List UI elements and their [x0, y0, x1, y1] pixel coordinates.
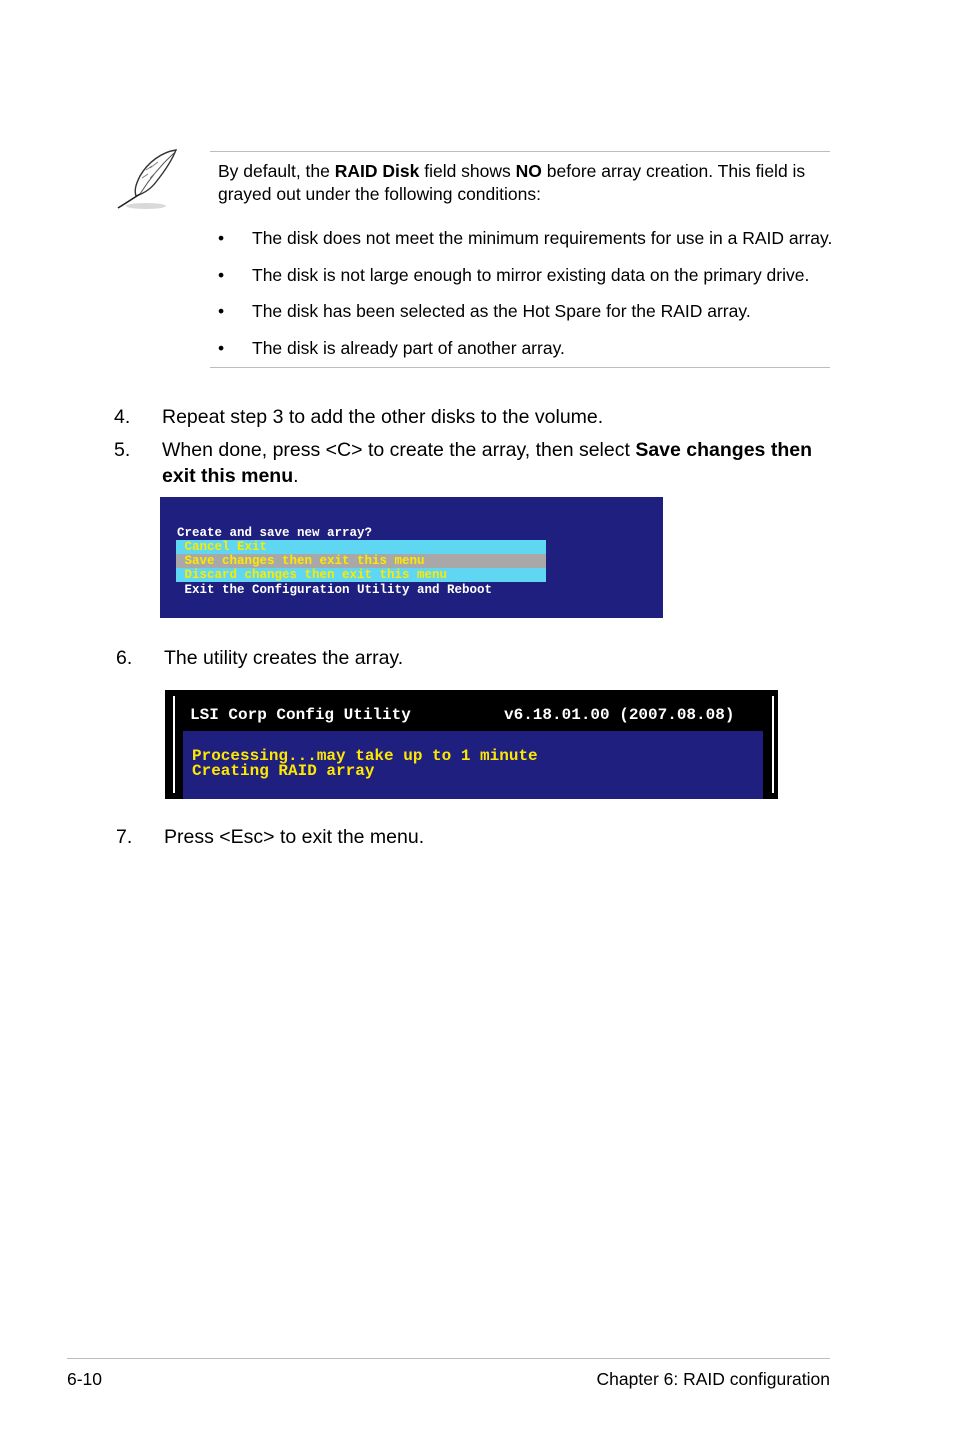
- step-number: 4.: [114, 406, 131, 428]
- utility-version: v6.18.01.00 (2007.08.08): [504, 706, 735, 724]
- text-run: Press <Esc> to exit the menu.: [164, 826, 425, 848]
- text-run: field shows: [419, 161, 516, 181]
- text-run: When done, press <C> to create the array, then select: [162, 439, 636, 461]
- bold-run: Save changes then exit this menu: [162, 439, 812, 487]
- step-number: 7.: [116, 826, 133, 848]
- note-icon: [112, 146, 182, 212]
- dialog-prompt: Create and save new array?: [177, 526, 373, 540]
- bullet-text: The disk does not meet the minimum requirements for use in a RAID array.: [252, 228, 833, 248]
- text-run: Repeat step 3 to add the other disks to the volume.: [162, 406, 604, 428]
- footer-rule: [67, 1358, 830, 1359]
- bullet-symbol: •: [218, 265, 225, 285]
- page-number: 6-10: [67, 1369, 103, 1389]
- step-number: 5.: [114, 439, 131, 461]
- step-text: [162, 437, 822, 489]
- option-discard-changes[interactable]: Discard changes then exit this menu: [177, 568, 448, 582]
- step-text: [164, 645, 824, 671]
- step-number: 6.: [116, 647, 133, 669]
- bold-run: RAID Disk: [334, 161, 420, 181]
- note-bottom-rule: [210, 367, 830, 368]
- creating-raid-line: Creating RAID array: [192, 762, 375, 780]
- text-run: .: [293, 465, 299, 487]
- text-run: By default, the: [218, 161, 335, 181]
- bullet-text: The disk has been selected as the Hot Spare for the RAID array.: [252, 301, 751, 321]
- note-top-rule: [210, 151, 830, 152]
- bullet-text: The disk is already part of another array.: [252, 338, 565, 358]
- text-run: The utility creates the array.: [164, 647, 404, 669]
- bold-run: NO: [515, 161, 542, 181]
- utility-title: LSI Corp Config Utility: [190, 706, 411, 724]
- processing-line: Processing...may take up to 1 minute: [192, 747, 538, 765]
- bullet-symbol: •: [218, 301, 225, 321]
- option-cancel-exit[interactable]: Cancel Exit: [177, 540, 268, 554]
- bullet-text: The disk is not large enough to mirror existing data on the primary drive.: [252, 265, 810, 285]
- option-save-changes[interactable]: Save changes then exit this menu: [177, 554, 425, 568]
- bullet-symbol: •: [218, 338, 225, 358]
- step-text: [162, 404, 822, 430]
- save-array-dialog-screenshot: [160, 497, 663, 618]
- bullet-symbol: •: [218, 228, 225, 248]
- chapter-title: Chapter 6: RAID configuration: [596, 1369, 830, 1389]
- step-text: [164, 824, 824, 850]
- text-run: before array creation. This field is grayed out under the following conditions:: [218, 161, 806, 204]
- option-exit-reboot[interactable]: Exit the Configuration Utility and Reboot: [177, 583, 493, 597]
- note-intro: [218, 160, 818, 206]
